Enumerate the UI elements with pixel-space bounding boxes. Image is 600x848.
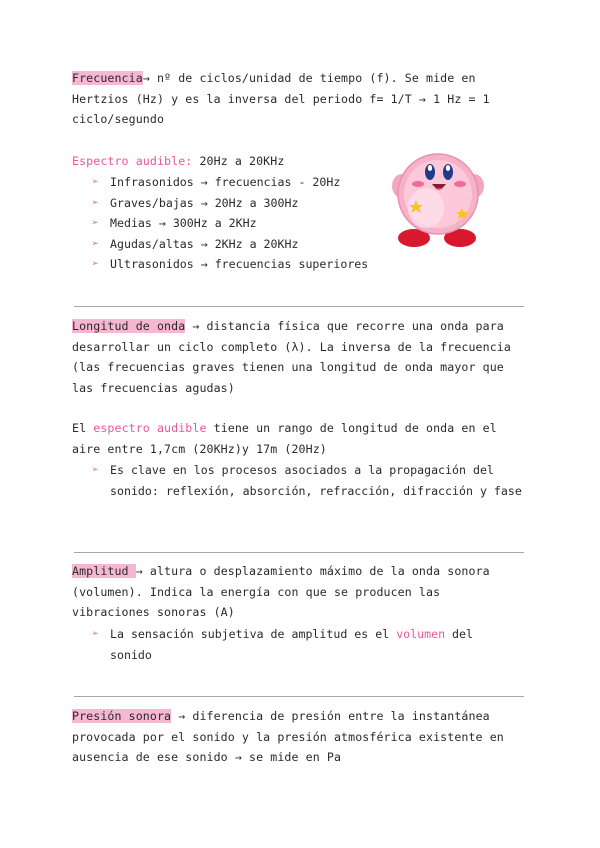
espectro-range: 20Hz a 20KHz [192, 154, 285, 168]
arrow-bullet-icon: ➢ [92, 463, 99, 476]
frecuencia-definition: → nº de ciclos/unidad de tiempo (f). Se mide en [142, 71, 476, 85]
list-item: ➢ Medias → 300Hz a 2KHz [92, 213, 522, 234]
amplitud-paragraph [72, 561, 528, 623]
espectro-label: Espectro audible: [72, 154, 193, 168]
espectro-rango-paragraph: El espectro audible tiene un rango de longitud de onda en el aire entre 1,7cm (20KHz)y 17m (20Hz) [72, 418, 528, 459]
amplitud-term: Amplitud [72, 564, 136, 578]
frecuencia-line-3: ciclo/segundo [72, 112, 165, 127]
list-item: ➢ Infrasonidos → frecuencias - 20Hz [92, 172, 522, 193]
divider [74, 696, 524, 697]
kirby-illustration [392, 148, 484, 248]
longitud-line-2: desarrollar un ciclo completo (λ). La inversa de la frecuencia [72, 339, 511, 354]
longitud-paragraph [72, 316, 528, 398]
volumen-highlight: volumen [396, 627, 446, 641]
arrow-bullet-icon: ➢ [92, 236, 99, 250]
espectro-rango-line-2: aire entre 1,7cm (20KHz)y 17m (20Hz) [72, 441, 327, 456]
presion-line-3: ausencia de ese sonido → se mide en Pa [72, 750, 342, 765]
longitud-definition: → distancia física que recorre una onda para [185, 319, 504, 333]
list-item: ➢ Graves/bajas → 20Hz a 300Hz [92, 193, 522, 214]
arrow-bullet-icon: ➢ [92, 257, 99, 271]
espectro-audible-highlight: espectro audible [93, 421, 207, 435]
list-item: ➢ La sensación subjetiva de amplitud es el volumen del sonido [92, 624, 522, 665]
frecuencia-term: Frecuencia [72, 71, 143, 85]
propagacion-list [92, 460, 522, 501]
frecuencia-line-2: Hertzios (Hz) y es la inversa del periodo f= 1/T → 1 Hz = 1 [72, 91, 490, 106]
presion-term: Presión sonora [72, 709, 172, 723]
frecuencia-paragraph [72, 68, 528, 130]
amplitud-line-3: vibraciones sonoras (A) [72, 605, 235, 620]
arrow-bullet-icon: ➢ [92, 175, 99, 188]
list-item: ➢ Es clave en los procesos asociados a la propagación del sonido: reflexión, absorción, refracción, difracción y fase [92, 460, 522, 501]
longitud-line-4: las frecuencias agudas) [72, 380, 235, 395]
divider [74, 552, 524, 553]
amplitud-line-2: (volumen). Indica la energía con que se producen las [72, 584, 441, 599]
presion-paragraph [72, 706, 528, 768]
arrow-bullet-icon: ➢ [92, 216, 99, 230]
arrow-bullet-icon: ➢ [92, 195, 99, 209]
divider [74, 306, 524, 307]
amplitud-list [92, 624, 522, 665]
list-item: ➢ Agudas/altas → 2KHz a 20KHz [92, 234, 522, 255]
longitud-term: Longitud de onda [72, 319, 186, 333]
list-item: ➢ Ultrasonidos → frecuencias superiores [92, 254, 522, 275]
longitud-line-3: (las frecuencias graves tienen una longitud de onda mayor que [72, 360, 504, 375]
arrow-bullet-icon: ➢ [92, 627, 99, 640]
amplitud-definition: → altura o desplazamiento máximo de la onda sonora [135, 564, 490, 578]
presion-definition: → diferencia de presión entre la instantánea [171, 709, 490, 723]
presion-line-2: provocada por el sonido y la presión atmosférica existente en [72, 729, 504, 744]
